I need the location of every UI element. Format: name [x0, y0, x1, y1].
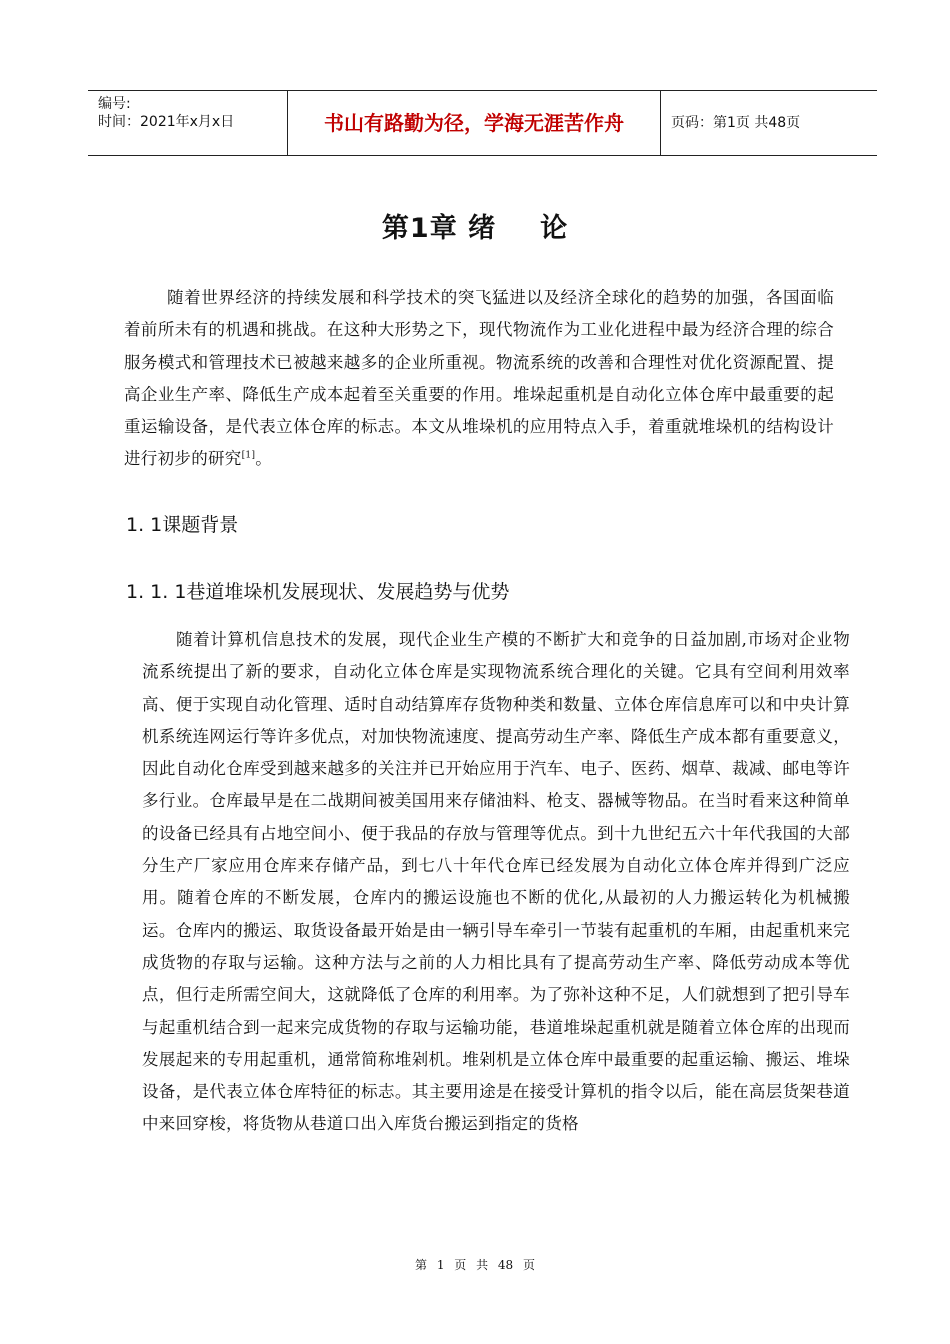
- chapter-number: 第1章 绪: [381, 213, 497, 244]
- intro-paragraph-end: 。: [255, 449, 273, 469]
- header-motto: 书山有路勤为径，学海无涯苦作舟: [288, 91, 661, 155]
- chapter-title-end: 论: [540, 213, 569, 244]
- citation-ref: [1]: [241, 450, 256, 461]
- section-heading-1-1: 1. 1课题背景: [126, 514, 239, 536]
- number-label: 编号:: [98, 96, 131, 112]
- intro-paragraph: [124, 282, 834, 476]
- section-heading-1-1-1: 1. 1. 1巷道堆垛机发展现状、发展趋势与优势: [126, 581, 510, 603]
- intro-paragraph-text: 随着世界经济的持续发展和科学技术的突飞猛进以及经济全球化的趋势的加强，各国面临着前所未有的机遇和挑战。在这种大形势之下，现代物流作为工业化进程中最为经济合理的综合服务模式和管理技术已被越来越多的企业所重视。物流系统的改善和合理性对优化资源配置、提高企业生产率、降低生产成本起着至关重要的作用。堆垛起重机是自动化立体仓库中最重要的起重运输设备，是代表立体仓库的标志。本文从堆垛机的应用特点入手，着重就堆垛机的结构设计进行初步的研究: [124, 288, 834, 469]
- header-page-label: 页码：第1页 共48页: [671, 115, 801, 131]
- date-label: 时间：2021年x月x日: [98, 114, 235, 130]
- page-header: [88, 90, 877, 156]
- page-footer: 第 1 页 共 48 页: [415, 1258, 535, 1272]
- chapter-title: [0, 206, 950, 245]
- body-paragraph: 随着计算机信息技术的发展，现代企业生产模的不断扩大和竞争的日益加剧,市场对企业物流系统提出了新的要求，自动化立体仓库是实现物流系统合理化的关键。它具有空间利用效率高、便于实现自动化管理、适时自动结算库存货物种类和数量、立体仓库信息库可以和中央计算机系统连网运行等许多优点，对加快物流速度、提高劳动生产率、降低生产成本都有重要意义，因此自动化仓库受到越来越多的关注并已开始应用于汽车、电子、医药、烟草、裁减、邮电等许多行业。仓库最早是在二战期间被美国用来存储油料、枪支、器械等物品。在当时看来这种简单的设备已经具有占地空间小、便于我品的存放与管理等优点。到十九世纪五六十年代我国的大部分生产厂家应用仓库来存储产品，到七八十年代仓库已经发展为自动化立体仓库并得到广泛应用。随着仓库的不断发展，仓库内的搬运设施也不断的优化,从最初的人力搬运转化为机械搬运。仓库内的搬运、取货设备最开始是由一辆引导车牵引一节装有起重机的车厢，由起重机来完成货物的存取与运输。这种方法与之前的人力相比具有了提高劳动生产率、降低劳动成本等优点，但行走所需空间大，这就降低了仓库的利用率。为了弥补这种不足，人们就想到了把引导车与起重机结合到一起来完成货物的存取与运输功能，巷道堆垛起重机就是随着立体仓库的出现而发展起来的专用起重机，通常简称堆剁机。堆剁机是立体仓库中最重要的起重运输、搬运、堆垛设备，是代表立体仓库特征的标志。其主要用途是在接受计算机的指令以后，能在高层货架巷道中来回穿梭，将货物从巷道口出入库货台搬运到指定的货格: [142, 630, 850, 1134]
- header-left-cell: [88, 91, 288, 155]
